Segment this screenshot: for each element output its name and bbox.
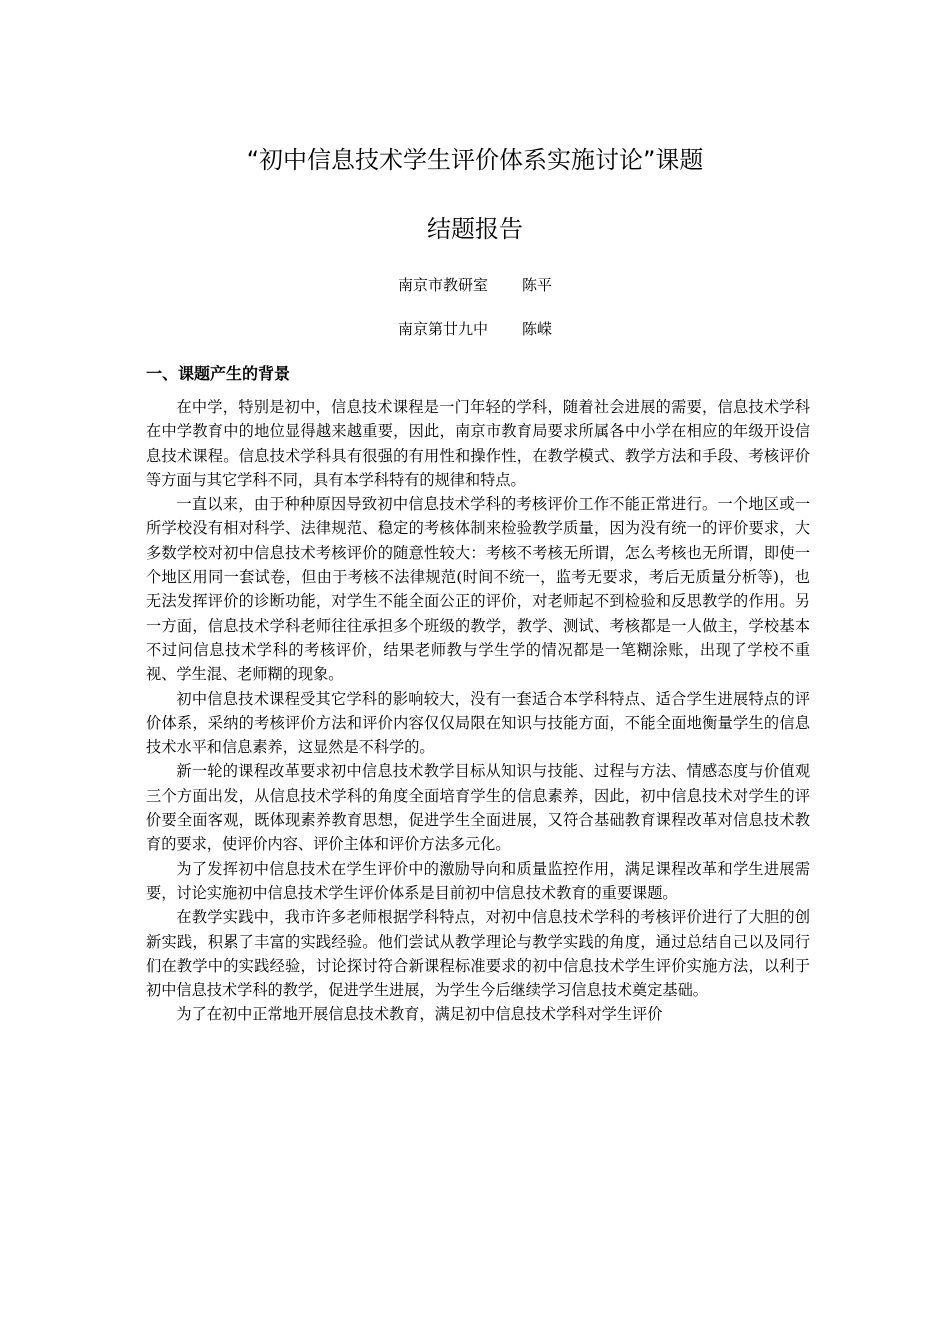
paragraph: 新一轮的课程改革要求初中信息技术教学目标从知识与技能、过程与方法、情感态度与价值观三个方面出发，从信息技术学科的角度全面培育学生的信息素养，因此，初中信息技术对学生的评价要全面客观，既体现素养教育思想，促进学生全面进展，又符合基础教育课程改革对信息技术教育的要求，使评价内容、评价主体和评价方法多元化。 [146, 762, 810, 854]
section-body [146, 395, 810, 1027]
section-heading: 一、课题产生的背景 [146, 364, 291, 383]
author-org: 南京第廿九中 [397, 320, 488, 338]
paragraph: 为了发挥初中信息技术在学生评价中的激励导向和质量监控作用，满足课程改革和学生进展需要，讨论实施初中信息技术学生评价体系是目前初中信息技术教育的重要课题。 [146, 859, 810, 902]
report-subtitle: 结题报告 [427, 215, 523, 243]
author-org: 南京市教研室 [397, 276, 488, 294]
paragraph: 为了在初中正常地开展信息技术教育，满足初中信息技术学科对学生评价 [176, 1005, 663, 1024]
author-line [0, 275, 950, 295]
paragraph: 在教学实践中，我市许多老师根据学科特点，对初中信息技术学科的考核评价进行了大胆的创新实践，积累了丰富的实践经验。他们尝试从教学理论与教学实践的角度，通过总结自己以及同行们在教学中的实践经验，讨论探讨符合新课程标准要求的初中信息技术学生评价实施方法，以利于初中信息技术学科的教学，促进学生进展，为学生今后继续学习信息技术奠定基础。 [146, 908, 810, 1000]
author-line [0, 319, 950, 339]
paragraph: 初中信息技术课程受其它学科的影响较大，没有一套适合本学科特点、适合学生进展特点的评价体系，采纳的考核评价方法和评价内容仅仅局限在知识与技能方面，不能全面地衡量学生的信息技术水平和信息素养，这显然是不科学的。 [146, 689, 810, 757]
report-title: “初中信息技术学生评价体系实施讨论”课题 [246, 146, 704, 174]
author-name: 陈平 [522, 276, 553, 294]
author-name: 陈嵘 [522, 320, 553, 338]
paragraph: 在中学，特别是初中，信息技术课程是一门年轻的学科，随着社会进展的需要，信息技术学科在中学教育中的地位显得越来越重要，因此，南京市教育局要求所属各中小学在相应的年级开设信息技术课程。信息技术学科具有很强的有用性和操作性，在教学模式、教学方法和手段、考核评价等方面与其它学科不同，具有本学科特有的规律和特点。 [146, 398, 810, 489]
paragraph: 一直以来，由于种种原因导致初中信息技术学科的考核评价工作不能正常进行。一个地区或一所学校没有相对科学、法律规范、稳定的考核体制来检验教学质量，因为没有统一的评价要求，大多数学校对初中信息技术考核评价的随意性较大：考核不考核无所谓，怎么考核也无所谓，即使一个地区用同一套试卷，但由于考核不法律规范(时间不统一，监考无要求，考后无质量分析等)，也无法发挥评价的诊断功能，对学生不能全面公正的评价，对老师起不到检验和反思教学的作用。另一方面，信息技术学科老师往往承担多个班级的教学，教学、测试、考核都是一人做主，学校基本不过问信息技术学科的考核评价，结果老师教与学生学的情况都是一笔糊涂账，出现了学校不重视、学生混、老师糊的现象。 [146, 495, 810, 684]
